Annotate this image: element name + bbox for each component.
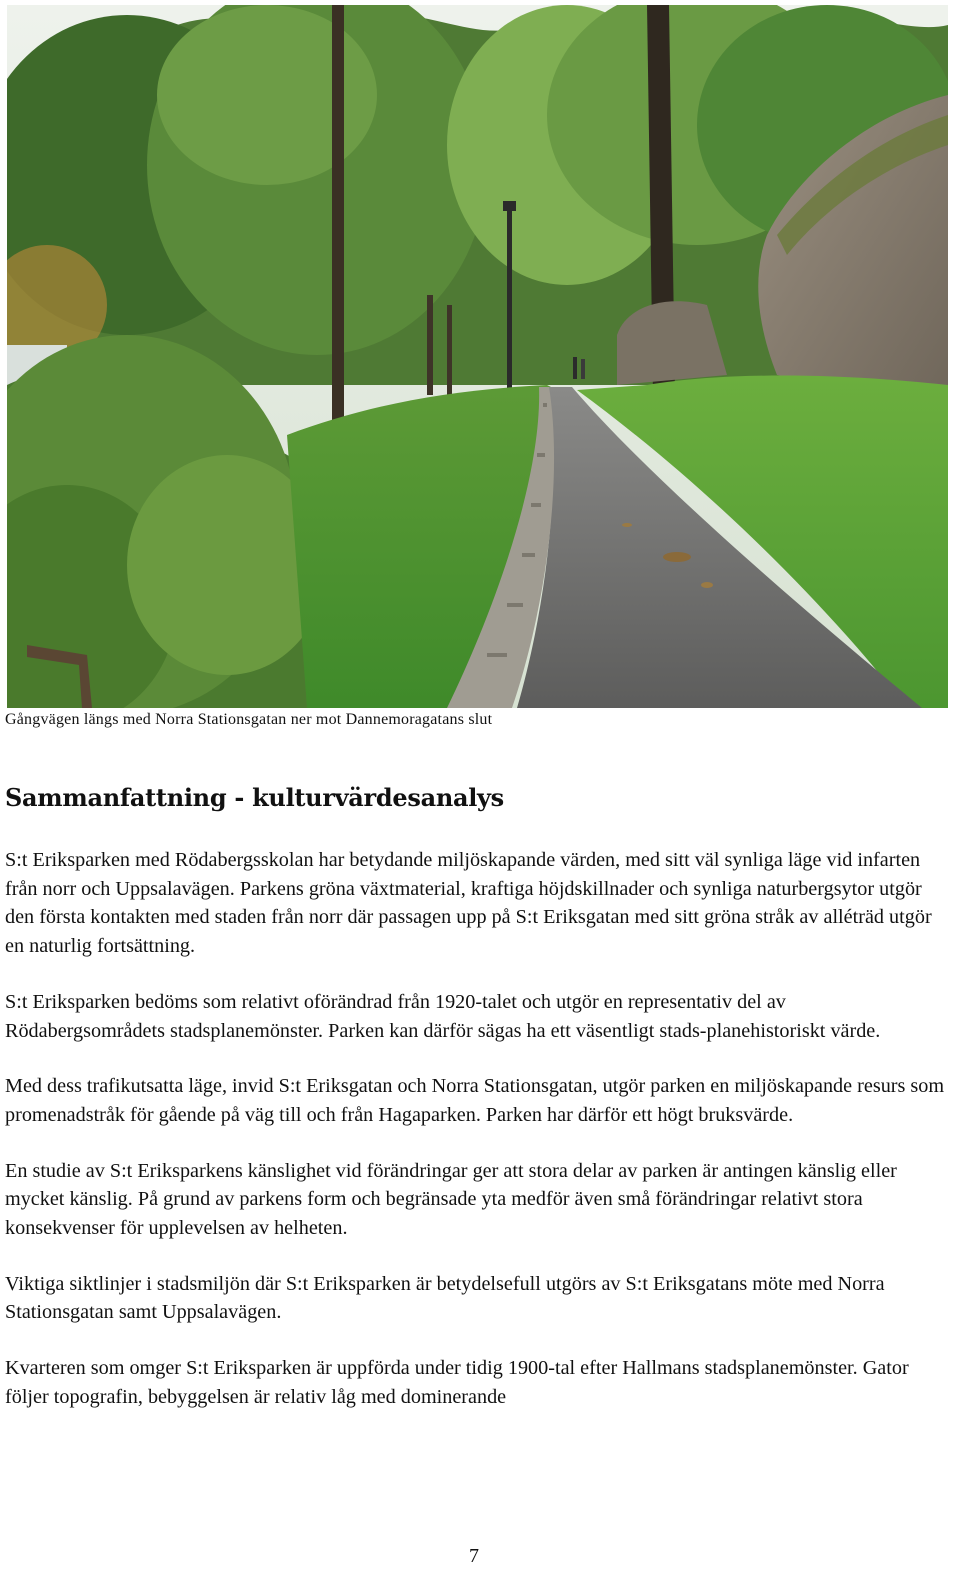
section-heading: Sammanfattning - kulturvärdesanalys (5, 783, 504, 812)
paragraph-2: S:t Eriksparken bedöms som relativt oförändrad från 1920-talet och utgör en representativ del av Rödabergsområdets stadsplanemönster. Parken kan därför sägas ha ett väsentligt stads-planehistoriskt värde. (5, 990, 881, 1042)
page-number: 7 (469, 1545, 479, 1567)
paragraph-5: Viktiga siktlinjer i stadsmiljön där S:t Eriksparken är betydelsefull utgörs av S:t Eriksgatans möte med Norra Stationsgatan samt Uppsalavägen. (5, 1272, 885, 1324)
park-path-illustration (7, 5, 948, 708)
park-path-photo (7, 5, 948, 708)
paragraph-6: Kvarteren som omger S:t Eriksparken är uppförda under tidig 1900-tal efter Hallmans stadsplanemönster. Gator följer topografin, bebyggelsen är relativ låg med dominerande (5, 1357, 909, 1408)
body-text (5, 846, 945, 1439)
paragraph-4: En studie av S:t Eriksparkens känslighet vid förändringar ger att stora delar av parken är antingen känslig eller mycket känslig. På grund av parkens form och begränsade yta medför även små förändringar relativt stora konsekvenser för upplevelsen av helheten. (5, 1159, 897, 1240)
paragraph-3: Med dess trafikutsatta läge, invid S:t Eriksgatan och Norra Stationsgatan, utgör parken en miljöskapande resurs som promenadstråk för gående på väg till och från Hagaparken. Parken har därför ett högt bruksvärde. (5, 1075, 945, 1126)
photo-caption: Gångvägen längs med Norra Stationsgatan ner mot Dannemoragatans slut (5, 711, 493, 728)
paragraph-1: S:t Eriksparken med Rödabergsskolan har betydande miljöskapande värden, med sitt väl synliga läge vid infarten från norr och Uppsalavägen. Parkens gröna växtmaterial, kraftiga höjdskillnader och synliga naturbergsytor utgör den första kontakten med staden från norr där passagen upp på S:t Eriksgatan med sitt gröna stråk av alléträd utgör en naturlig fortsättning. (5, 849, 932, 958)
